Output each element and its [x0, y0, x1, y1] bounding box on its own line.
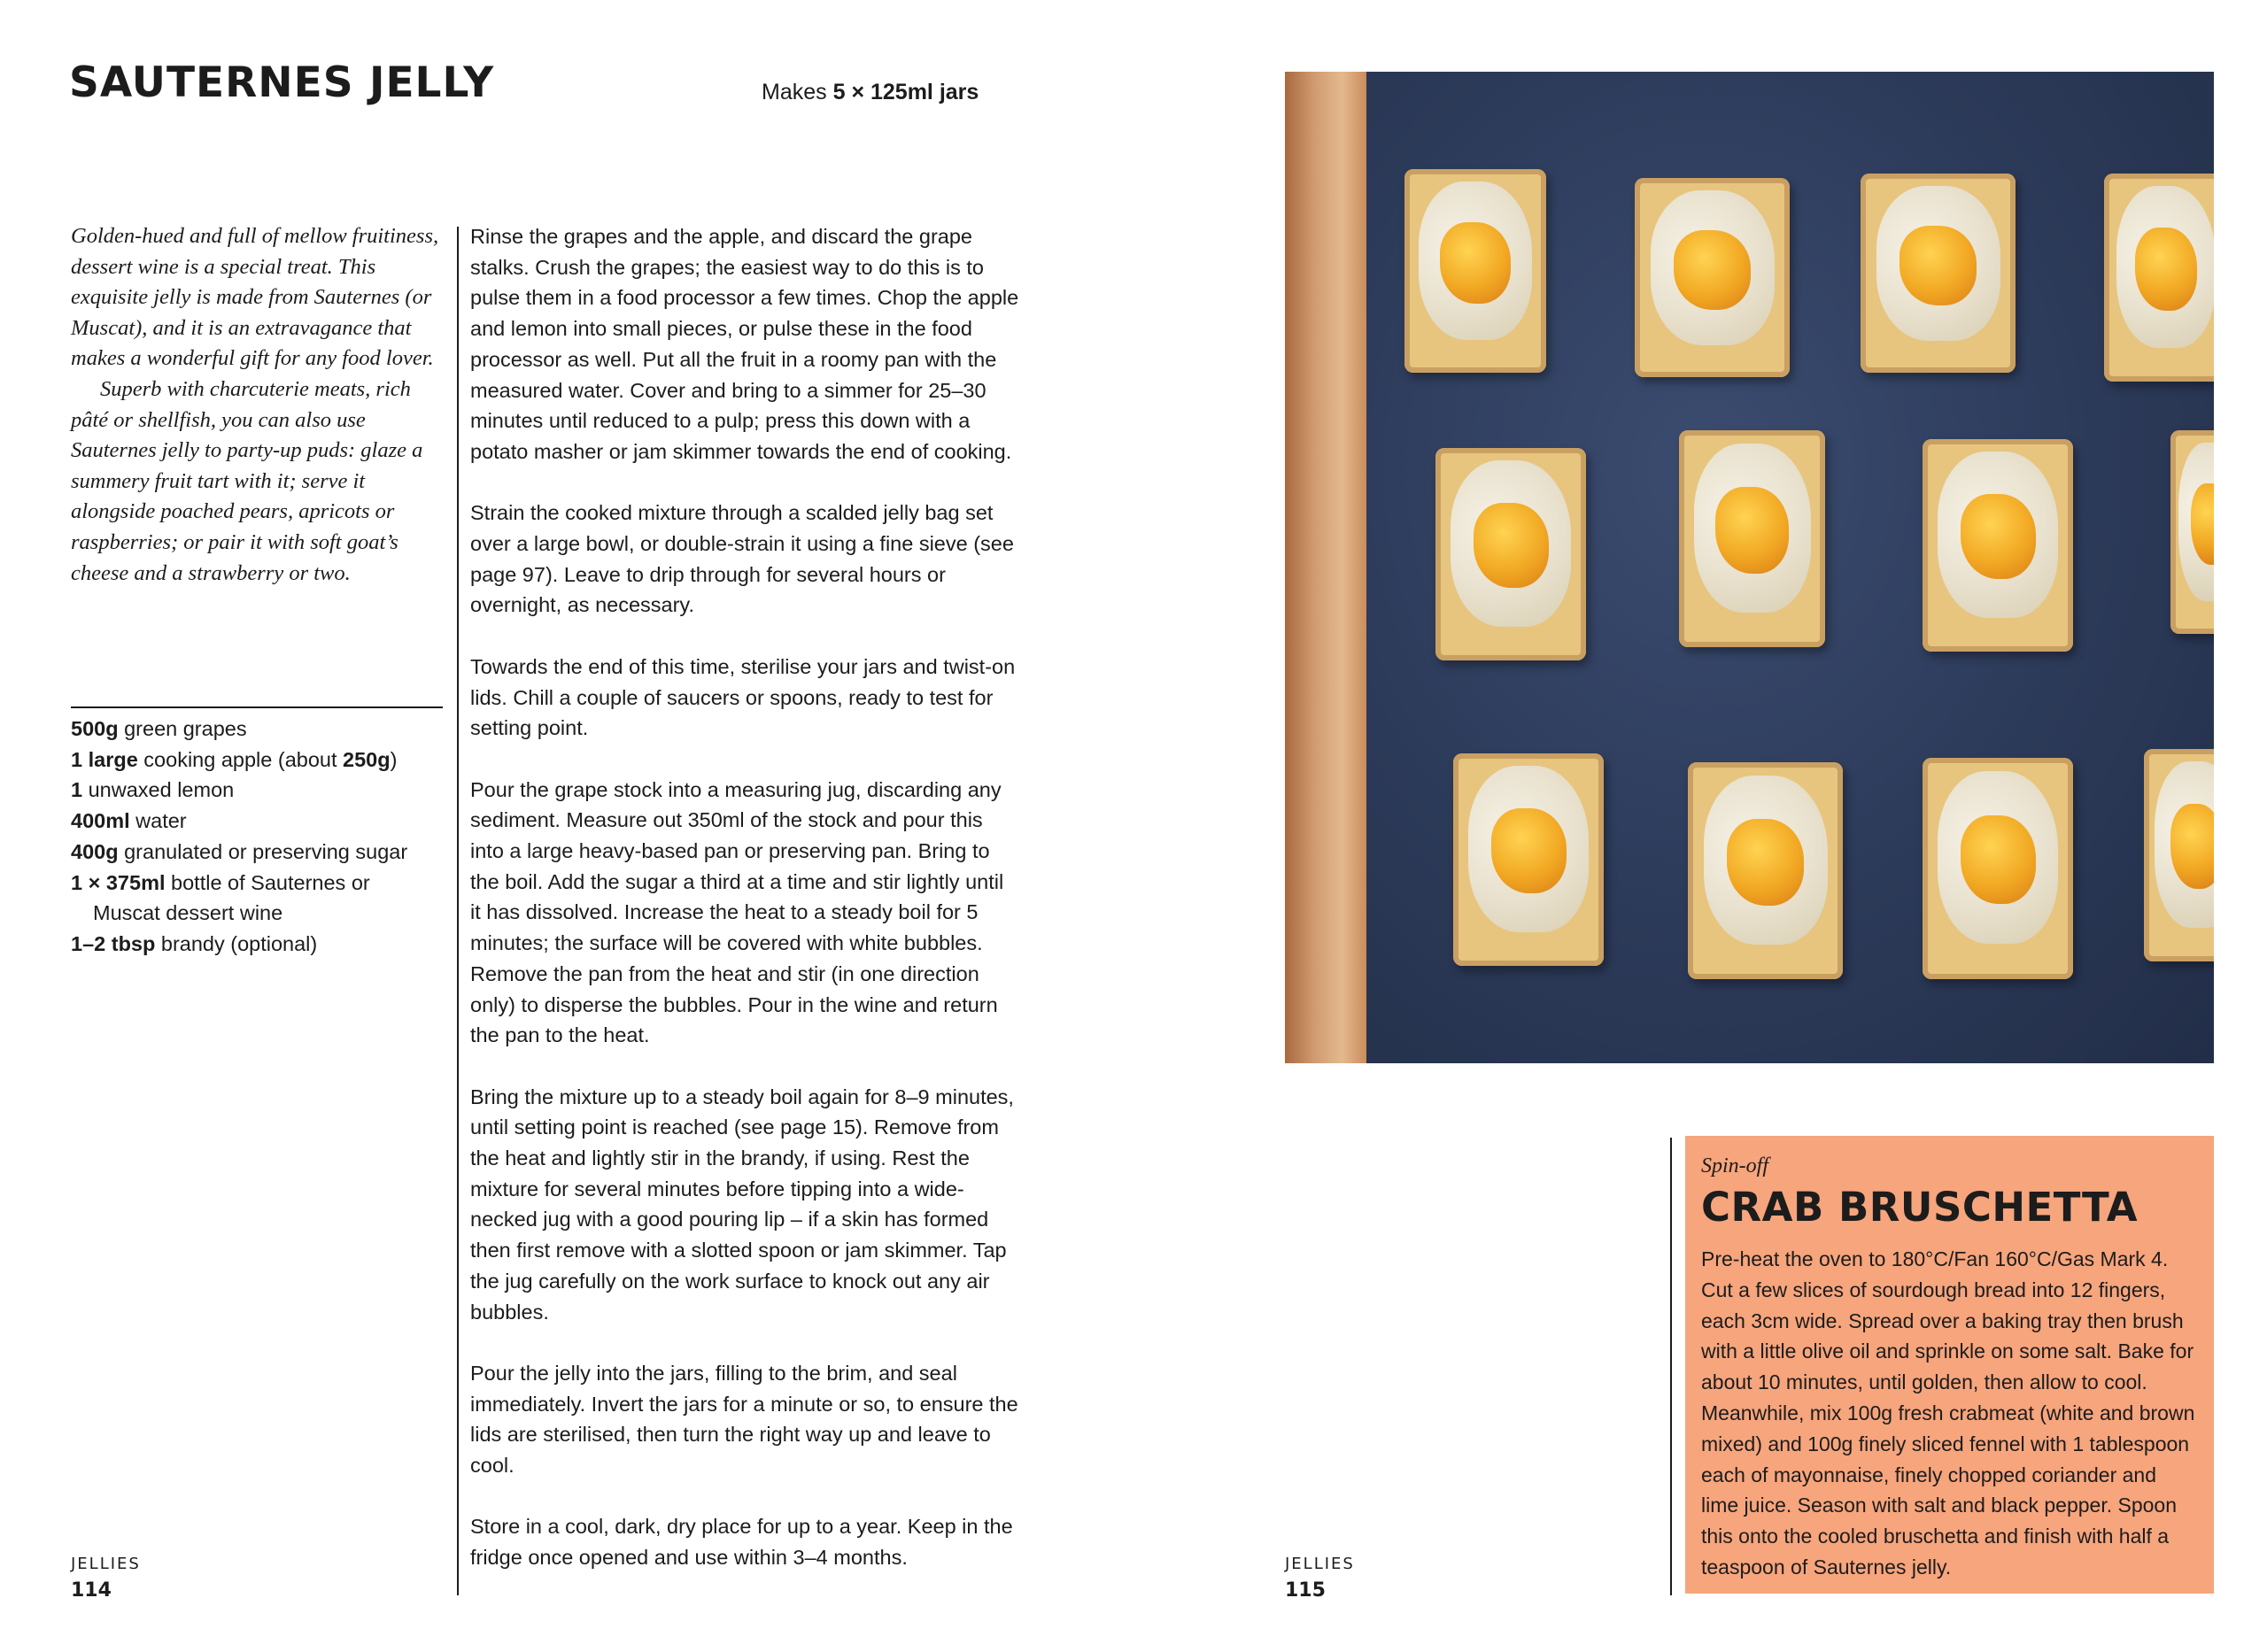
bruschetta	[1923, 758, 2073, 979]
right-page	[1134, 0, 2267, 1652]
ingredient-item: 500g green grapes	[71, 717, 247, 740]
intro-paragraph: Golden-hued and full of mellow fruitiness, dessert wine is a special treat. This exquisite jelly is made from Sauternes (or Muscat), and it is an extravagance that makes a wonderful gift for any food lover.	[71, 224, 439, 371]
column-divider	[457, 227, 459, 1595]
spinoff-label: Spin-off	[1701, 1154, 1768, 1177]
ingredient-item: 1 unwaxed lemon	[71, 778, 235, 802]
method-step: Strain the cooked mixture through a scalded jelly bag set over a large bowl, or double-strain it using a fine sieve (see page 97). Leave to drip through for several hours or overnight, as necessary.	[470, 501, 1014, 617]
page-number: 115	[1285, 1579, 1326, 1602]
spinoff-text: Pre-heat the oven to 180°C/Fan 160°C/Gas Mark 4. Cut a few slices of sourdough bread into 12 fingers, each 3cm wide. Spread over a baking tray then brush with a little olive oil and sprinkle on some salt. Bake for about 10 minutes, until golden, then allow to cool. Meanwhile, mix 100g fresh crabmeat (white and brown mixed) and 100g finely sliced fennel with 1 tablespoon each of mayonnaise, finely chopped coriander and lime juice. Season with salt and black pepper. Spoon this onto the cooled bruschetta and finish with half a teaspoon of Sauternes jelly.	[1701, 1247, 2195, 1579]
bruschetta	[1435, 448, 1586, 660]
column-divider	[1670, 1138, 1672, 1595]
bruschetta	[1453, 753, 1604, 966]
bruschetta	[2104, 174, 2214, 382]
yield-amount: 5 × 125ml jars	[832, 80, 979, 104]
ingredients-list	[71, 714, 452, 960]
yield-prefix: Makes	[762, 80, 827, 104]
recipe-yield	[762, 80, 979, 105]
intro-paragraph: Superb with charcuterie meats, rich pâté or shellfish, you can also use Sauternes jelly to party-up puds: glaze a summery fruit tart with it; serve it alongside poached pears, apricots or raspberries; or pair it with soft goat’s cheese and a strawberry or two.	[71, 376, 423, 585]
bruschetta	[1861, 174, 2016, 373]
ingredient-item: 1 × 375ml bottle of Sauternes or Muscat dessert wine	[71, 870, 370, 925]
bruschetta	[2144, 749, 2214, 961]
ingredient-item: 400ml water	[71, 809, 187, 833]
method-step: Bring the mixture up to a steady boil again for 8–9 minutes, until setting point is reached (see page 15). Remove from the heat and lightly stir in the brandy, if using. Rest the mixture for several minutes before tipping into a wide-necked jug with a good pouring lip – if a skin has formed then first remove with a slotted spoon or jam skimmer. Tap the jug carefully on the work surface to knock out any air bubbles.	[470, 1085, 1014, 1324]
method-step: Store in a cool, dark, dry place for up to a year. Keep in the fridge once opened and use within 3–4 months.	[470, 1515, 1013, 1570]
wooden-board	[1285, 72, 1366, 1063]
ingredient-item: 400g granulated or preserving sugar	[71, 839, 408, 863]
footer-section-label: JELLIES	[71, 1555, 141, 1573]
spinoff-box	[1685, 1136, 2214, 1594]
bruschetta	[1688, 762, 1843, 979]
bruschetta	[1404, 169, 1546, 373]
recipe-method	[470, 221, 1019, 1604]
bruschetta	[1635, 178, 1790, 377]
method-step: Pour the grape stock into a measuring jug, discarding any sediment. Measure out 350ml of the stock and pour this into a large heavy-based pan or preserving pan. Bring to the boil. Add the sugar a third at a time and stir lightly until it has dissolved. Increase the heat to a steady boil for 5 minutes; the surface will be covered with white bubbles. Remove the pan from the heat and stir (in one direction only) to disperse the bubbles. Pour in the wine and return the pan to the heat.	[470, 777, 1004, 1047]
bruschetta	[1923, 439, 2073, 652]
recipe-title: SAUTERNES JELLY	[69, 58, 495, 107]
recipe-intro	[71, 221, 452, 589]
bruschetta-photo	[1285, 72, 2214, 1063]
footer-section-label: JELLIES	[1285, 1555, 1355, 1573]
method-step: Rinse the grapes and the apple, and discard the grape stalks. Crush the grapes; the easiest way to do this is to pulse them in a food processor a few times. Chop the apple and lemon into small pieces, or pulse these in the food processor as well. Put all the fruit in a roomy pan with the measured water. Cover and bring to a simmer for 25–30 minutes until reduced to a pulp; press this down with a potato masher or jam skimmer towards the end of cooking.	[470, 225, 1019, 463]
bruschetta	[1679, 430, 1825, 647]
ingredient-item: 1 large cooking apple (about 250g)	[71, 747, 398, 771]
spinoff-title: CRAB BRUSCHETTA	[1701, 1184, 2139, 1231]
page-number: 114	[71, 1579, 112, 1602]
method-step: Towards the end of this time, sterilise your jars and twist-on lids. Chill a couple of saucers or spoons, ready to test for setting point.	[470, 654, 1016, 740]
ingredients-divider	[71, 706, 443, 708]
method-step: Pour the jelly into the jars, filling to the brim, and seal immediately. Invert the jars for a minute or so, to ensure the lids are sterilised, then turn the right way up and leave to cool.	[470, 1361, 1018, 1478]
ingredient-item: 1–2 tbsp brandy (optional)	[71, 931, 318, 955]
bruschetta	[2170, 430, 2214, 634]
